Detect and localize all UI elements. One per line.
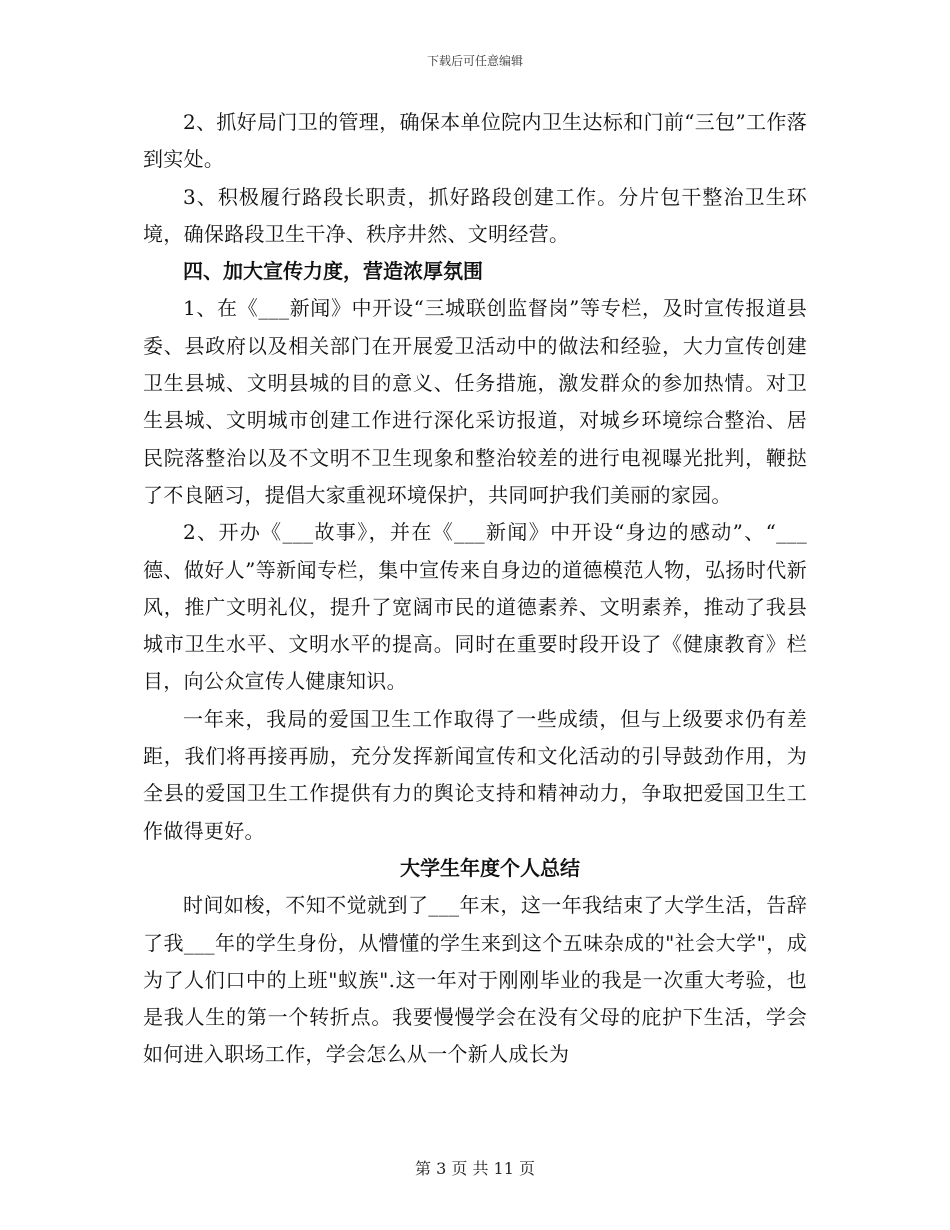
paragraph-road-section-duty: 3、积极履行路段长职责，抓好路段创建工作。分片包干整治卫生环境，确保路段卫生干净、秩序井然、文明经营。 — [143, 184, 807, 246]
paragraph-stories-program: 2、开办《___故事》，并在《___新闻》中开设“身边的感动”、“___德、做好人”等新闻专栏，集中宣传来自身边的道德模范人物，弘扬时代新风，推广文明礼仪，提升了宽阔市民的道德素养、文明素养，推动了我县城市卫生水平、文明水平的提高。同时在重要时段开设了《健康教育》栏目，向公众宣传人健康知识。 — [143, 520, 807, 694]
paragraph-gatekeeper-management: 2、抓好局门卫的管理，确保本单位院内卫生达标和门前“三包”工作落到实处。 — [143, 110, 807, 172]
document-body — [143, 104, 807, 1074]
page-number: 第 3 页 共 11 页 — [415, 1159, 535, 1178]
section-heading-publicity: 四、加大宣传力度，营造浓厚氛围 — [183, 259, 483, 284]
document-title: 大学生年度个人总结 — [400, 855, 580, 880]
page-header-note: 下载后可任意编辑 — [426, 54, 523, 68]
paragraph-year-summary: 一年来，我局的爱国卫生工作取得了一些成绩，但与上级要求仍有差距，我们将再接再励，充分发挥新闻宣传和文化活动的引导鼓劲作用，为全县的爱国卫生工作提供有力的舆论支持和精神动力，争取把爱国卫生工作做得更好。 — [143, 706, 807, 843]
paragraph-news-column: 1、在《___新闻》中开设“三城联创监督岗”等专栏，及时宣传报道县委、县政府以及相关部门在开展爱卫活动中的做法和经验，大力宣传创建卫生县城、文明县城的目的意义、任务措施，激发群众的参加热情。对卫生县城、文明城市创建工作进行深化采访报道，对城乡环境综合整治、居民院落整治以及不文明不卫生现象和整治较差的进行电视曝光批判，鞭挞了不良陋习，提倡大家重视环境保护，共同呵护我们美丽的家园。 — [143, 296, 807, 507]
paragraph-graduate-summary: 时间如梭，不知不觉就到了___年末，这一年我结束了大学生活，告辞了我___年的学生身份，从懵懂的学生来到这个五味杂成的"社会大学"，成为了人们口中的上班"蚁族".这一年对于刚刚毕业的我是一次重大考验，也是我人生的第一个转折点。我要慢慢学会在没有父母的庇护下生活，学会如何进入职场工作，学会怎么从一个新人成长为 — [143, 893, 807, 1067]
